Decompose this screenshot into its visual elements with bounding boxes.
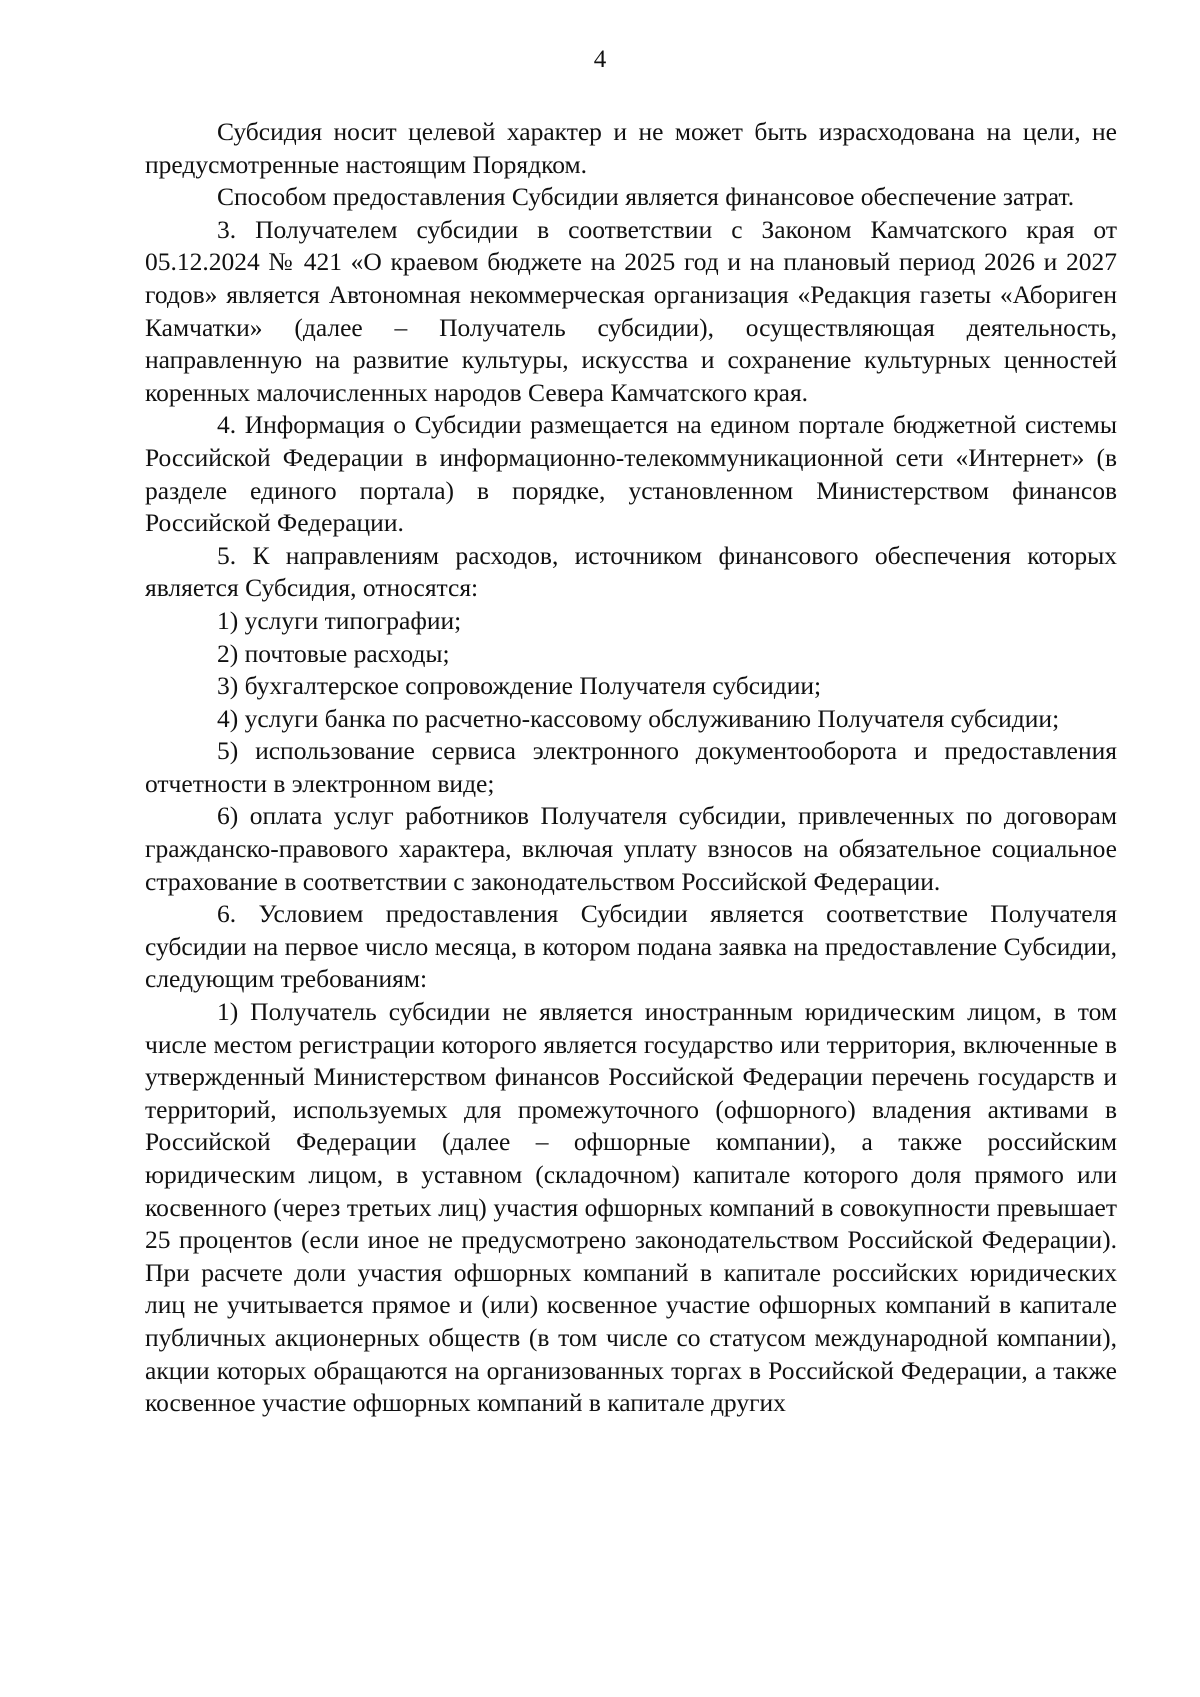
document-body [145, 116, 1117, 1420]
list-item-5-edo: 5) использование сервиса электронного документооборота и предоставления отчетности в электронном виде; [145, 736, 1117, 798]
paragraph-4-information: 4. Информация о Субсидии размещается на едином портале бюджетной системы Российской Федерации в информационно-телекоммуникационной сети «Интернет» (в разделе единого портала) в порядке, установленном Министерством финансов Российской Федерации. [145, 410, 1117, 538]
list-item-3-accounting: 3) бухгалтерское сопровождение Получателя субсидии; [217, 671, 822, 701]
list-item-2-postal: 2) почтовые расходы; [217, 638, 450, 668]
paragraph-3-recipient: 3. Получателем субсидии в соответствии с Законом Камчатского края от 05.12.2024 № 421 «О краевом бюджете на 2025 год и на плановый период 2026 и 2027 годов» является Автономная некоммерческая организация «Редакция газеты «Абориген Камчатки» (далее – Получатель субсидии), осуществляющая деятельность, направленную на развитие культуры, искусства и сохранение культурных ценностей коренных малочисленных народов Севера Камчатского края. [145, 214, 1117, 407]
paragraph-5-expenses: 5. К направлениям расходов, источником финансового обеспечения которых является Субсидия, относятся: [145, 540, 1117, 603]
condition-item-1-offshore: 1) Получатель субсидии не является иностранным юридическим лицом, в том числе местом регистрации которого является государство или территория, включенные в утвержденный Министерством финансов Российской Федерации перечень государств и территорий, используемых для промежуточного (офшорного) владения активами в Российской Федерации (далее – офшорные компании), а также российским юридическим лицом, в уставном (складочном) капитале которого доля прямого или косвенного (через третьих лиц) участия офшорных компаний в совокупности превышает 25 процентов (если иное не предусмотрено законодательством Российской Федерации). При расчете доли участия офшорных компаний в капитале российских юридических лиц не учитывается прямое и (или) косвенное участие офшорных компаний в капитале публичных акционерных обществ (в том числе со статусом международной компании), акции которых обращаются на организованных торгах в Российской Федерации, а также косвенное участие офшорных компаний в капитале других [145, 997, 1117, 1418]
page-number: 4 [593, 46, 607, 73]
list-item-1-printing: 1) услуги типографии; [217, 605, 462, 635]
list-item-6-contractors: 6) оплата услуг работников Получателя субсидии, привлеченных по договорам гражданско-правового характера, включая уплату взносов на обязательное социальное страхование в соответствии с законодательством Российской Федерации. [145, 801, 1117, 896]
list-item-4-bank: 4) услуги банка по расчетно-кассовому обслуживанию Получателя субсидии; [217, 703, 1060, 733]
paragraph-subsidy-purpose: Субсидия носит целевой характер и не может быть израсходована на цели, не предусмотренные настоящим Порядком. [145, 117, 1117, 179]
paragraph-6-conditions: 6. Условием предоставления Субсидии является соответствие Получателя субсидии на первое число месяца, в котором подана заявка на предоставление Субсидии, следующим требованиям: [145, 899, 1117, 994]
paragraph-provision-method: Способом предоставления Субсидии является финансовое обеспечение затрат. [217, 182, 1075, 212]
